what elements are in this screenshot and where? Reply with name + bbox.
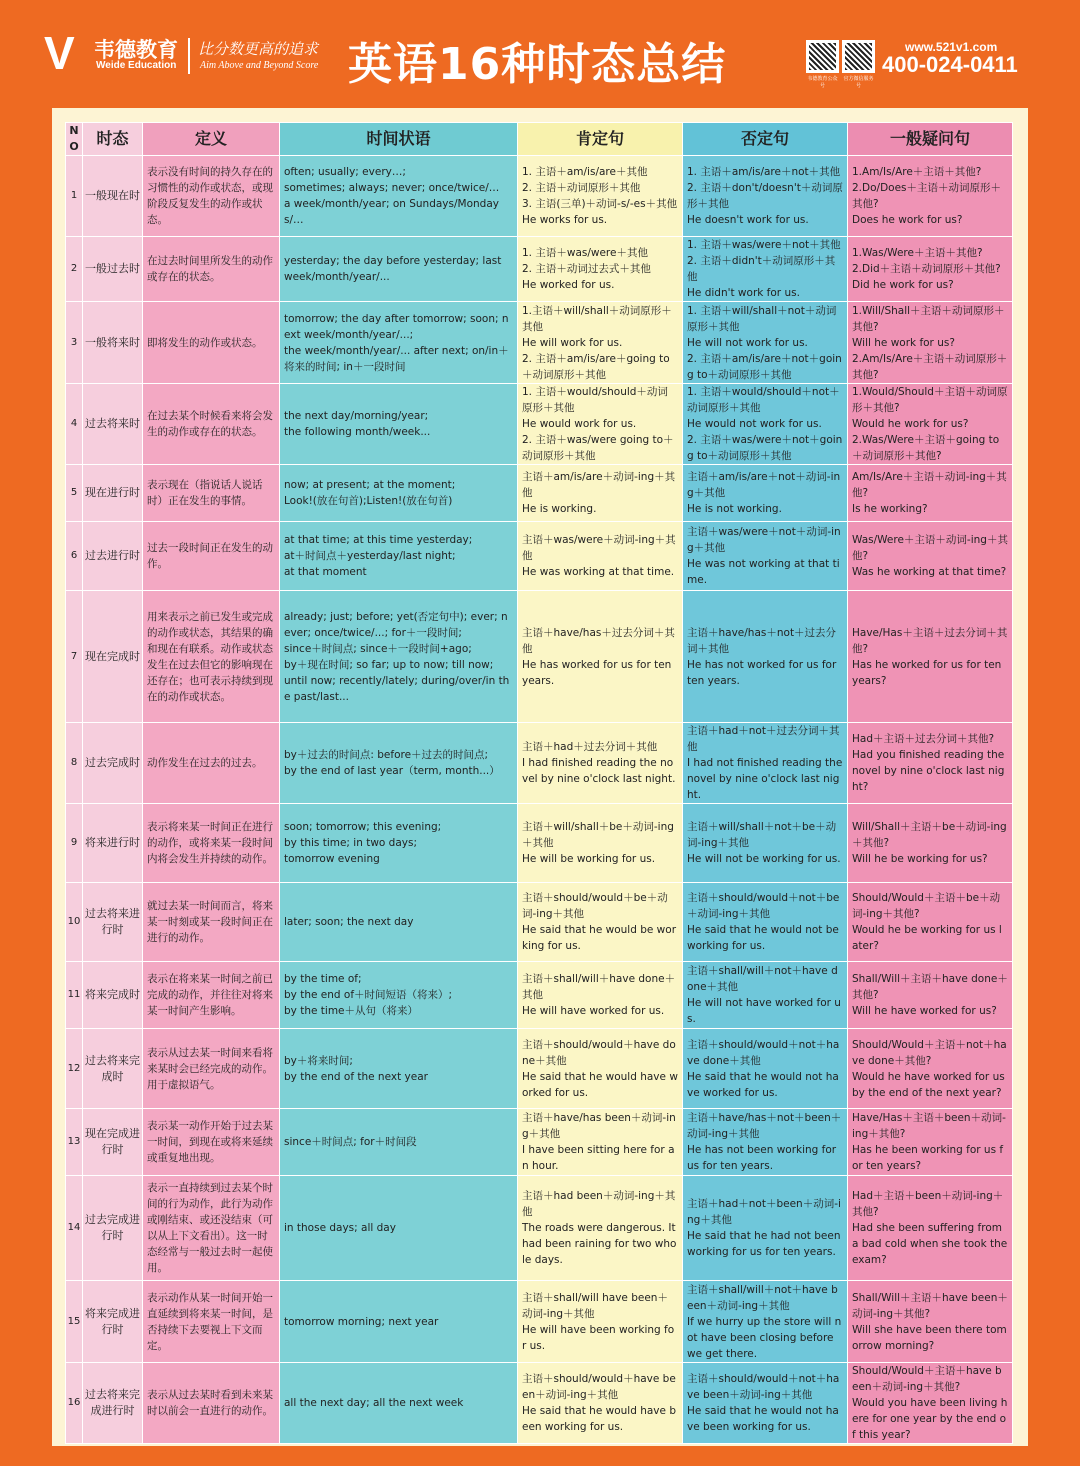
logo-mark-icon: V xyxy=(44,27,75,79)
table-cell-question: Have/Has＋主语＋been＋动词-ing＋其他? Has he been working for us for ten years? xyxy=(848,1109,1013,1176)
table-cell-negative: 1. 主语＋am/is/are＋not＋其他 2. 主语＋don't/doesn't＋动词原形＋其他 He doesn't work for us. xyxy=(683,156,848,237)
table-cell-time-adverbial: soon; tomorrow; this evening; by this time; in two days; tomorrow evening xyxy=(280,804,518,883)
logo-chinese-name: 韦德教育 xyxy=(94,38,178,62)
column-header-time-adverbial: 时间状语 xyxy=(280,123,518,156)
table-header-row xyxy=(66,123,1013,156)
table-cell-definition: 在过去时间里所发生的动作或存在的状态。 xyxy=(143,237,280,302)
table-cell-affirmative: 主语＋shall/will have been＋动词-ing＋其他 He will have been working for us. xyxy=(518,1281,683,1363)
table-cell-definition: 表示从过去某时看到未来某时以前会一直进行的动作。 xyxy=(143,1363,280,1444)
table-row xyxy=(66,1281,1013,1363)
table-cell-question: Am/Is/Are＋主语＋动词-ing＋其他? Is he working? xyxy=(848,465,1013,522)
table-cell-question: 1.Was/Were＋主语＋其他? 2.Did＋主语＋动词原形＋其他? Did he work for us? xyxy=(848,237,1013,302)
table-cell-affirmative: 主语＋have/has＋过去分词＋其他 He has worked for us for ten years. xyxy=(518,591,683,723)
table-cell-question: 1.Would/Should＋主语＋动词原形＋其他? Would he work for us? 2.Was/Were＋主语＋going to＋动词原形＋其他? xyxy=(848,384,1013,465)
table-cell-affirmative: 1. 主语＋would/should＋动词原形＋其他 He would work for us. 2. 主语＋was/were going to＋动词原形＋其他 xyxy=(518,384,683,465)
table-row xyxy=(66,804,1013,883)
table-cell-no: 5 xyxy=(66,465,83,522)
table-cell-question: Should/Would＋主语＋have been＋动词-ing＋其他? Would you have been living here for one year by the end of this year? xyxy=(848,1363,1013,1444)
table-cell-question: 1.Will/Shall＋主语＋动词原形＋其他? Will he work for us? 2.Am/Is/Are＋主语＋动词原形＋其他? xyxy=(848,302,1013,384)
table-row xyxy=(66,1109,1013,1176)
table-cell-time-adverbial: already; just; before; yet(否定句中); ever; never; once/twice/...; for＋一段时间; since＋时间点; since＋一段时间+ago; by＋现在时间; so far; up to now; till now; until now; recently/lately; during/over/in the past/last... xyxy=(280,591,518,723)
table-cell-negative: 1. 主语＋was/were＋not＋其他 2. 主语＋didn't＋动词原形＋其他 He didn't work for us. xyxy=(683,237,848,302)
table-cell-definition: 表示一直持续到过去某个时间的行为动作，此行为动作或刚结束、或还没结束（可以从上下文看出）。这一时态经常与一般过去时一起使用。 xyxy=(143,1176,280,1281)
table-cell-no: 12 xyxy=(66,1029,83,1109)
qr-caption: 韦德教育公众号 xyxy=(807,76,838,89)
table-cell-no: 11 xyxy=(66,962,83,1029)
table-cell-negative: 主语＋should/would＋not＋have been＋动词-ing＋其他 He said that he would not have been working for us. xyxy=(683,1363,848,1444)
table-cell-no: 8 xyxy=(66,723,83,804)
table-cell-definition: 就过去某一时间而言，将来某一时刻或某一段时间正在进行的动作。 xyxy=(143,883,280,962)
table-cell-affirmative: 主语＋should/would＋be＋动词-ing＋其他 He said that he would be working for us. xyxy=(518,883,683,962)
table-cell-time-adverbial: all the next day; all the next week xyxy=(280,1363,518,1444)
table-cell-time-adverbial: now; at present; at the moment; Look!(放在句首);Listen!(放在句首) xyxy=(280,465,518,522)
table-row xyxy=(66,723,1013,804)
table-cell-time-adverbial: by the time of; by the end of＋时间短语（将来）; by the time＋从句（将来） xyxy=(280,962,518,1029)
table-cell-definition: 表示现在（指说话人说话时）正在发生的事情。 xyxy=(143,465,280,522)
column-header-definition: 定义 xyxy=(143,123,280,156)
table-cell-negative: 1. 主语＋will/shall＋not＋动词原形＋其他 He will not work for us. 2. 主语＋am/is/are＋not＋going to＋动词原形＋其他 xyxy=(683,302,848,384)
table-cell-tense: 过去将来时 xyxy=(83,384,143,465)
table-cell-definition: 表示在将来某一时间之前已完成的动作，并往往对将来某一时间产生影响。 xyxy=(143,962,280,1029)
qr-caption: 官方微信服务号 xyxy=(843,76,874,89)
qr-code-icon[interactable] xyxy=(842,40,875,73)
table-cell-question: Had＋主语＋过去分词＋其他? Had you finished reading the novel by nine o'clock last night? xyxy=(848,723,1013,804)
table-row xyxy=(66,384,1013,465)
table-cell-affirmative: 1. 主语＋am/is/are＋其他 2. 主语＋动词原形＋其他 3. 主语(三单)＋动词-s/-es＋其他 He works for us. xyxy=(518,156,683,237)
column-header-tense: 时态 xyxy=(83,123,143,156)
table-cell-affirmative: 1.主语＋will/shall＋动词原形＋其他 He will work for us. 2. 主语＋am/is/are＋going to＋动词原形＋其他 xyxy=(518,302,683,384)
table-cell-no: 16 xyxy=(66,1363,83,1444)
table-cell-question: 1.Am/Is/Are＋主语＋其他? 2.Do/Does＋主语＋动词原形＋其他? Does he work for us? xyxy=(848,156,1013,237)
table-row xyxy=(66,1363,1013,1444)
table-cell-definition: 即将发生的动作或状态。 xyxy=(143,302,280,384)
table-cell-negative: 1. 主语＋would/should＋not＋动词原形＋其他 He would not work for us. 2. 主语＋was/were＋not＋going to＋动词原形＋其他 xyxy=(683,384,848,465)
column-header-negative: 否定句 xyxy=(683,123,848,156)
table-row xyxy=(66,156,1013,237)
table-row xyxy=(66,1029,1013,1109)
table-row xyxy=(66,962,1013,1029)
table-cell-tense: 过去进行时 xyxy=(83,522,143,591)
table-cell-negative: 主语＋am/is/are＋not＋动词-ing＋其他 He is not working. xyxy=(683,465,848,522)
table-cell-negative: 主语＋have/has＋not＋been＋动词-ing＋其他 He has not been working for us for ten years. xyxy=(683,1109,848,1176)
table-cell-tense: 过去完成进行时 xyxy=(83,1176,143,1281)
table-cell-tense: 过去将来完成时 xyxy=(83,1029,143,1109)
table-cell-definition: 在过去某个时候看来将会发生的动作或存在的状态。 xyxy=(143,384,280,465)
table-cell-tense: 现在进行时 xyxy=(83,465,143,522)
table-cell-negative: 主语＋was/were＋not＋动词-ing＋其他 He was not working at that time. xyxy=(683,522,848,591)
table-cell-question: Shall/Will＋主语＋have been＋动词-ing＋其他? Will she have been there tomorrow morning? xyxy=(848,1281,1013,1363)
table-cell-definition: 用来表示之前已发生或完成的动作或状态，其结果的确和现在有联系。动作或状态发生在过去但它的影响现在还存在；也可表示持续到现在的动作或状态。 xyxy=(143,591,280,723)
table-cell-time-adverbial: tomorrow morning; next year xyxy=(280,1281,518,1363)
table-cell-no: 2 xyxy=(66,237,83,302)
table-cell-tense: 将来完成时 xyxy=(83,962,143,1029)
table-cell-negative: 主语＋shall/will＋not＋have done＋其他 He will not have worked for us. xyxy=(683,962,848,1029)
table-cell-definition: 表示某一动作开始于过去某一时间，到现在或将来延续或重复地出现。 xyxy=(143,1109,280,1176)
table-row xyxy=(66,237,1013,302)
table-cell-no: 9 xyxy=(66,804,83,883)
website-link[interactable]: www.521v1.com xyxy=(905,40,998,54)
table-cell-time-adverbial: yesterday; the day before yesterday; last week/month/year/... xyxy=(280,237,518,302)
column-header-affirmative: 肯定句 xyxy=(518,123,683,156)
table-row xyxy=(66,465,1013,522)
page-title: 英语16种时态总结 xyxy=(348,39,727,90)
table-cell-time-adverbial: at that time; at this time yesterday; at＋时间点＋yesterday/last night; at that moment xyxy=(280,522,518,591)
table-cell-definition: 表示没有时间的持久存在的习惯性的动作或状态，或现阶段反复发生的动作或状态。 xyxy=(143,156,280,237)
table-cell-tense: 过去将来完成进行时 xyxy=(83,1363,143,1444)
table-cell-negative: 主语＋shall/will＋not＋have been＋动词-ing＋其他 If we hurry up the store will not have been closing before we get there. xyxy=(683,1281,848,1363)
table-cell-negative: 主语＋will/shall＋not＋be＋动词-ing＋其他 He will not be working for us. xyxy=(683,804,848,883)
table-cell-affirmative: 主语＋had been＋动词-ing＋其他 The roads were dangerous. It had been raining for two whole days. xyxy=(518,1176,683,1281)
table-cell-tense: 一般将来时 xyxy=(83,302,143,384)
table-row xyxy=(66,1176,1013,1281)
table-cell-affirmative: 主语＋have/has been＋动词-ing＋其他 I have been sitting here for an hour. xyxy=(518,1109,683,1176)
table-cell-time-adverbial: since＋时间点; for＋时间段 xyxy=(280,1109,518,1176)
table-cell-definition: 表示从过去某一时间来看将来某时会已经完成的动作。用于虚拟语气。 xyxy=(143,1029,280,1109)
table-cell-no: 13 xyxy=(66,1109,83,1176)
table-cell-affirmative: 主语＋should/would＋have been＋动词-ing＋其他 He said that he would have been working for us. xyxy=(518,1363,683,1444)
table-cell-no: 6 xyxy=(66,522,83,591)
table-cell-no: 4 xyxy=(66,384,83,465)
table-cell-affirmative: 主语＋was/were＋动词-ing＋其他 He was working at that time. xyxy=(518,522,683,591)
table-cell-no: 10 xyxy=(66,883,83,962)
table-cell-tense: 过去完成时 xyxy=(83,723,143,804)
table-cell-tense: 将来完成进行时 xyxy=(83,1281,143,1363)
column-header-no: NO xyxy=(66,123,83,156)
table-cell-definition: 表示动作从某一时间开始一直延续到将来某一时间，是否持续下去要视上下文而定。 xyxy=(143,1281,280,1363)
table-cell-definition: 动作发生在过去的过去。 xyxy=(143,723,280,804)
table-cell-time-adverbial: later; soon; the next day xyxy=(280,883,518,962)
table-cell-question: Had＋主语＋been＋动词-ing＋其他? Had she been suffering from a bad cold when she took the exam? xyxy=(848,1176,1013,1281)
logo-english-name: Weide Education xyxy=(96,60,177,71)
table-cell-tense: 一般过去时 xyxy=(83,237,143,302)
table-cell-affirmative: 主语＋am/is/are＋动词-ing＋其他 He is working. xyxy=(518,465,683,522)
table-cell-affirmative: 主语＋had＋过去分词＋其他 I had finished reading the novel by nine o'clock last night. xyxy=(518,723,683,804)
table-cell-no: 15 xyxy=(66,1281,83,1363)
table-cell-time-adverbial: in those days; all day xyxy=(280,1176,518,1281)
table-cell-question: Should/Would＋主语＋be＋动词-ing＋其他? Would he be working for us later? xyxy=(848,883,1013,962)
table-cell-affirmative: 主语＋should/would＋have done＋其他 He said that he would have worked for us. xyxy=(518,1029,683,1109)
table-cell-definition: 过去一段时间正在发生的动作。 xyxy=(143,522,280,591)
table-cell-tense: 一般现在时 xyxy=(83,156,143,237)
table-cell-no: 1 xyxy=(66,156,83,237)
table-cell-question: Shall/Will＋主语＋have done＋其他? Will he have worked for us? xyxy=(848,962,1013,1029)
table-cell-time-adverbial: often; usually; every…; sometimes; always; never; once/twice/… a week/month/year; on Sundays/Mondays/… xyxy=(280,156,518,237)
table-cell-no: 14 xyxy=(66,1176,83,1281)
table-row xyxy=(66,302,1013,384)
table-cell-question: Should/Would＋主语＋not＋have done＋其他? Would he have worked for us by the end of the next year? xyxy=(848,1029,1013,1109)
table-cell-question: Have/Has＋主语＋过去分词＋其他? Has he worked for us for ten years? xyxy=(848,591,1013,723)
table-cell-no: 7 xyxy=(66,591,83,723)
header xyxy=(0,0,1080,108)
table-cell-affirmative: 1. 主语＋was/were＋其他 2. 主语＋动词过去式＋其他 He worked for us. xyxy=(518,237,683,302)
table-cell-affirmative: 主语＋shall/will＋have done＋其他 He will have worked for us. xyxy=(518,962,683,1029)
table-cell-question: Was/Were＋主语＋动词-ing＋其他? Was he working at that time? xyxy=(848,522,1013,591)
table-cell-time-adverbial: the next day/morning/year; the following month/week... xyxy=(280,384,518,465)
table-cell-negative: 主语＋should/would＋not＋be＋动词-ing＋其他 He said that he would not be working for us. xyxy=(683,883,848,962)
table-cell-negative: 主语＋had＋not＋been＋动词-ing＋其他 He said that he had not been working for us for ten years. xyxy=(683,1176,848,1281)
table-cell-time-adverbial: by＋将来时间; by the end of the next year xyxy=(280,1029,518,1109)
slogan-chinese: 比分数更高的追求 xyxy=(198,40,319,58)
column-header-question: 一般疑问句 xyxy=(848,123,1013,156)
table-row xyxy=(66,591,1013,723)
table-cell-tense: 过去将来进行时 xyxy=(83,883,143,962)
phone-number: 400-024-0411 xyxy=(882,52,1018,77)
table-cell-tense: 现在完成时 xyxy=(83,591,143,723)
table-cell-affirmative: 主语＋will/shall＋be＋动词-ing＋其他 He will be working for us. xyxy=(518,804,683,883)
table-cell-definition: 表示将来某一时间正在进行的动作，或将来某一段时间内将会发生并持续的动作。 xyxy=(143,804,280,883)
table-cell-time-adverbial: tomorrow; the day after tomorrow; soon; next week/month/year/...; the week/month/year/... after next; on/in＋将来的时间; in＋一段时间 xyxy=(280,302,518,384)
table-cell-tense: 将来进行时 xyxy=(83,804,143,883)
table-cell-time-adverbial: by＋过去的时间点: before＋过去的时间点; by the end of last year（term, month...） xyxy=(280,723,518,804)
table-cell-no: 3 xyxy=(66,302,83,384)
header-divider xyxy=(188,38,190,74)
table-cell-negative: 主语＋have/has＋not＋过去分词＋其他 He has not worked for us for ten years. xyxy=(683,591,848,723)
table-cell-tense: 现在完成进行时 xyxy=(83,1109,143,1176)
table-cell-negative: 主语＋had＋not＋过去分词＋其他 I had not finished reading the novel by nine o'clock last night. xyxy=(683,723,848,804)
table-cell-question: Will/Shall＋主语＋be＋动词-ing＋其他? Will he be working for us? xyxy=(848,804,1013,883)
qr-code-icon[interactable] xyxy=(806,40,839,73)
table-cell-negative: 主语＋should/would＋not＋have done＋其他 He said that he would not have worked for us. xyxy=(683,1029,848,1109)
table-row xyxy=(66,883,1013,962)
table-row xyxy=(66,522,1013,591)
slogan-english: Aim Above and Beyond Score xyxy=(200,60,319,71)
tense-table xyxy=(65,122,1013,1444)
